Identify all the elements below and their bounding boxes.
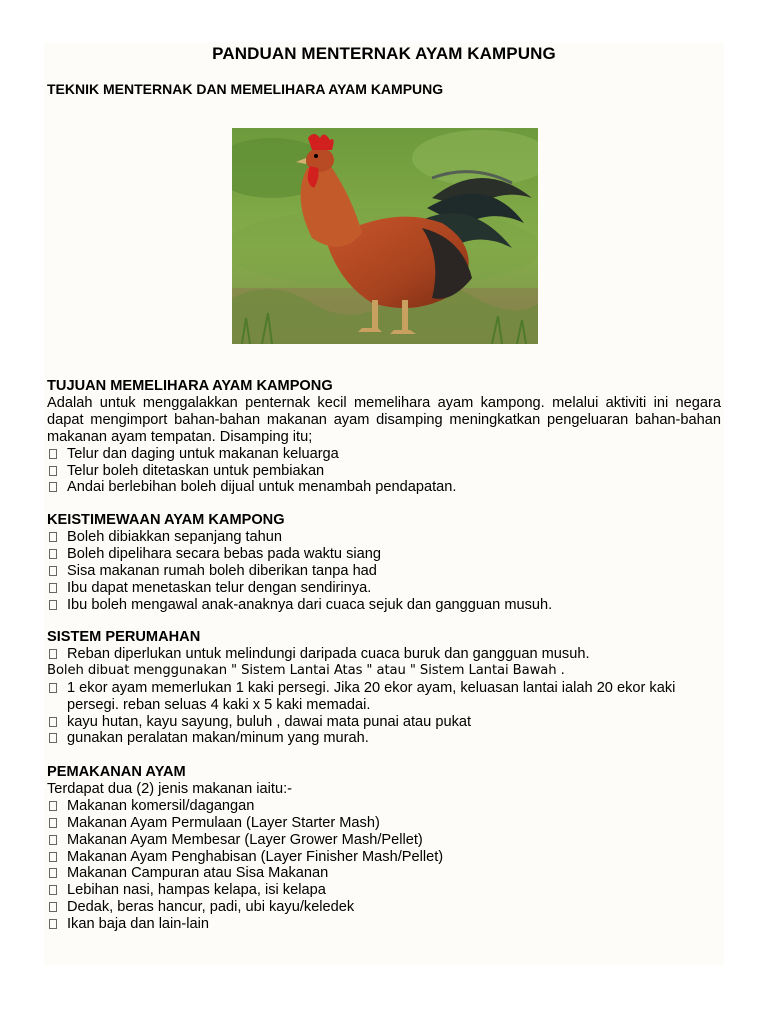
list-item-text: Reban diperlukan untuk melindungi daripada cuaca buruk dan gangguan musuh.: [67, 645, 590, 662]
bullet-icon: [47, 546, 67, 563]
list-item-text: Makanan Ayam Permulaan (Layer Starter Mash): [67, 814, 380, 831]
bullet-icon: [47, 798, 67, 815]
list-item-text: Boleh dipelihara secara bebas pada waktu siang: [67, 545, 381, 562]
list-item-text: Makanan Campuran atau Sisa Makanan: [67, 865, 329, 882]
bullet-icon: [47, 714, 67, 731]
rooster-illustration: [232, 128, 538, 344]
list-item-text: Dedak, beras hancur, padi, ubi kayu/keledek: [67, 899, 355, 916]
list-item: [47, 899, 721, 916]
bullet-icon: [47, 580, 67, 597]
list-item-text: Ibu boleh mengawal anak-anaknya dari cuaca sejuk dan gangguan musuh.: [67, 596, 553, 613]
list-item: [47, 680, 721, 714]
heading-tujuan: TUJUAN MEMELIHARA AYAM KAMPONG: [47, 378, 333, 394]
list-item: [47, 714, 721, 731]
list-item: [47, 563, 721, 580]
list-item: [47, 865, 721, 882]
rooster-photo: [232, 128, 538, 344]
bullet-icon: [47, 646, 67, 663]
pemakanan-intro: Terdapat dua (2) jenis makanan iaitu:-: [47, 780, 292, 797]
section-pemakanan: [47, 764, 721, 933]
list-item: [47, 597, 721, 614]
list-item-text: Andai berlebihan boleh dijual untuk menambah pendapatan.: [67, 479, 457, 496]
section-tujuan: [47, 378, 721, 496]
list-item: [47, 815, 721, 832]
bullet-icon: [47, 882, 67, 899]
list-item-text: Lebihan nasi, hampas kelapa, isi kelapa: [67, 882, 326, 899]
bullet-icon: [47, 529, 67, 546]
list-item-text: gunakan peralatan makan/minum yang murah.: [67, 730, 369, 747]
list-item-text: Ikan baja dan lain-lain: [67, 916, 209, 933]
list-item-text: Makanan komersil/dagangan: [67, 797, 255, 814]
list-item-text: Makanan Ayam Membesar (Layer Grower Mash/Pellet): [67, 831, 423, 848]
bullet-icon: [47, 563, 67, 580]
list-item-text: kayu hutan, kayu sayung, buluh , dawai mata punai atau pukat: [67, 713, 472, 730]
document-page: [44, 42, 724, 966]
bullet-icon: [47, 916, 67, 933]
list-item-text: Telur dan daging untuk makanan keluarga: [67, 445, 339, 462]
list-item: [47, 546, 721, 563]
section-keistimewaan: [47, 512, 721, 613]
list-item: [47, 646, 721, 663]
perumahan-line: Boleh dibuat menggunakan " Sistem Lantai Atas " atau " Sistem Lantai Bawah .: [47, 662, 565, 678]
list-item: [47, 479, 721, 496]
bullet-icon: [47, 479, 67, 496]
bullet-icon: [47, 446, 67, 463]
bullet-icon: [47, 730, 67, 747]
list-item: [47, 463, 721, 480]
list-item: [47, 798, 721, 815]
list-item-text: Sisa makanan rumah boleh diberikan tanpa had: [67, 562, 377, 579]
list-item-text: Makanan Ayam Penghabisan (Layer Finisher Mash/Pellet): [67, 848, 444, 865]
document-title: PANDUAN MENTERNAK AYAM KAMPUNG: [212, 44, 556, 63]
bullet-icon: [47, 463, 67, 480]
bullet-icon: [47, 680, 67, 714]
document-subtitle: TEKNIK MENTERNAK DAN MEMELIHARA AYAM KAMPUNG: [47, 81, 444, 97]
list-item: [47, 580, 721, 597]
list-item: [47, 832, 721, 849]
heading-pemakanan: PEMAKANAN AYAM: [47, 764, 186, 780]
list-item: [47, 446, 721, 463]
bullet-icon: [47, 815, 67, 832]
bullet-icon: [47, 865, 67, 882]
list-item: [47, 730, 721, 747]
bullet-icon: [47, 849, 67, 866]
list-item-text: Ibu dapat menetaskan telur dengan sendirinya.: [67, 579, 372, 596]
bullet-icon: [47, 597, 67, 614]
list-item: [47, 849, 721, 866]
tujuan-paragraph: Adalah untuk menggalakkan penternak kecil memelihara ayam kampong. melalui aktiviti ini negara dapat mengimport bahan-bahan makanan ayam disamping meningkatkan pengeluaran bahan-bahan makanan ayam tempatan. Disamping itu;: [47, 394, 721, 445]
section-perumahan: [47, 629, 721, 747]
list-item: [47, 882, 721, 899]
list-item-text: Boleh dibiakkan sepanjang tahun: [67, 528, 283, 545]
heading-keistimewaan: KEISTIMEWAAN AYAM KAMPONG: [47, 512, 285, 528]
list-item: [47, 529, 721, 546]
list-item-text: Telur boleh ditetaskan untuk pembiakan: [67, 462, 325, 479]
heading-perumahan: SISTEM PERUMAHAN: [47, 629, 201, 645]
list-item-text: 1 ekor ayam memerlukan 1 kaki persegi. Jika 20 ekor ayam, keluasan lantai ialah 20 ekor kaki persegi. reban seluas 4 kaki x 5 kaki memadai.: [67, 679, 676, 713]
list-item: [47, 916, 721, 933]
bullet-icon: [47, 832, 67, 849]
bullet-icon: [47, 899, 67, 916]
